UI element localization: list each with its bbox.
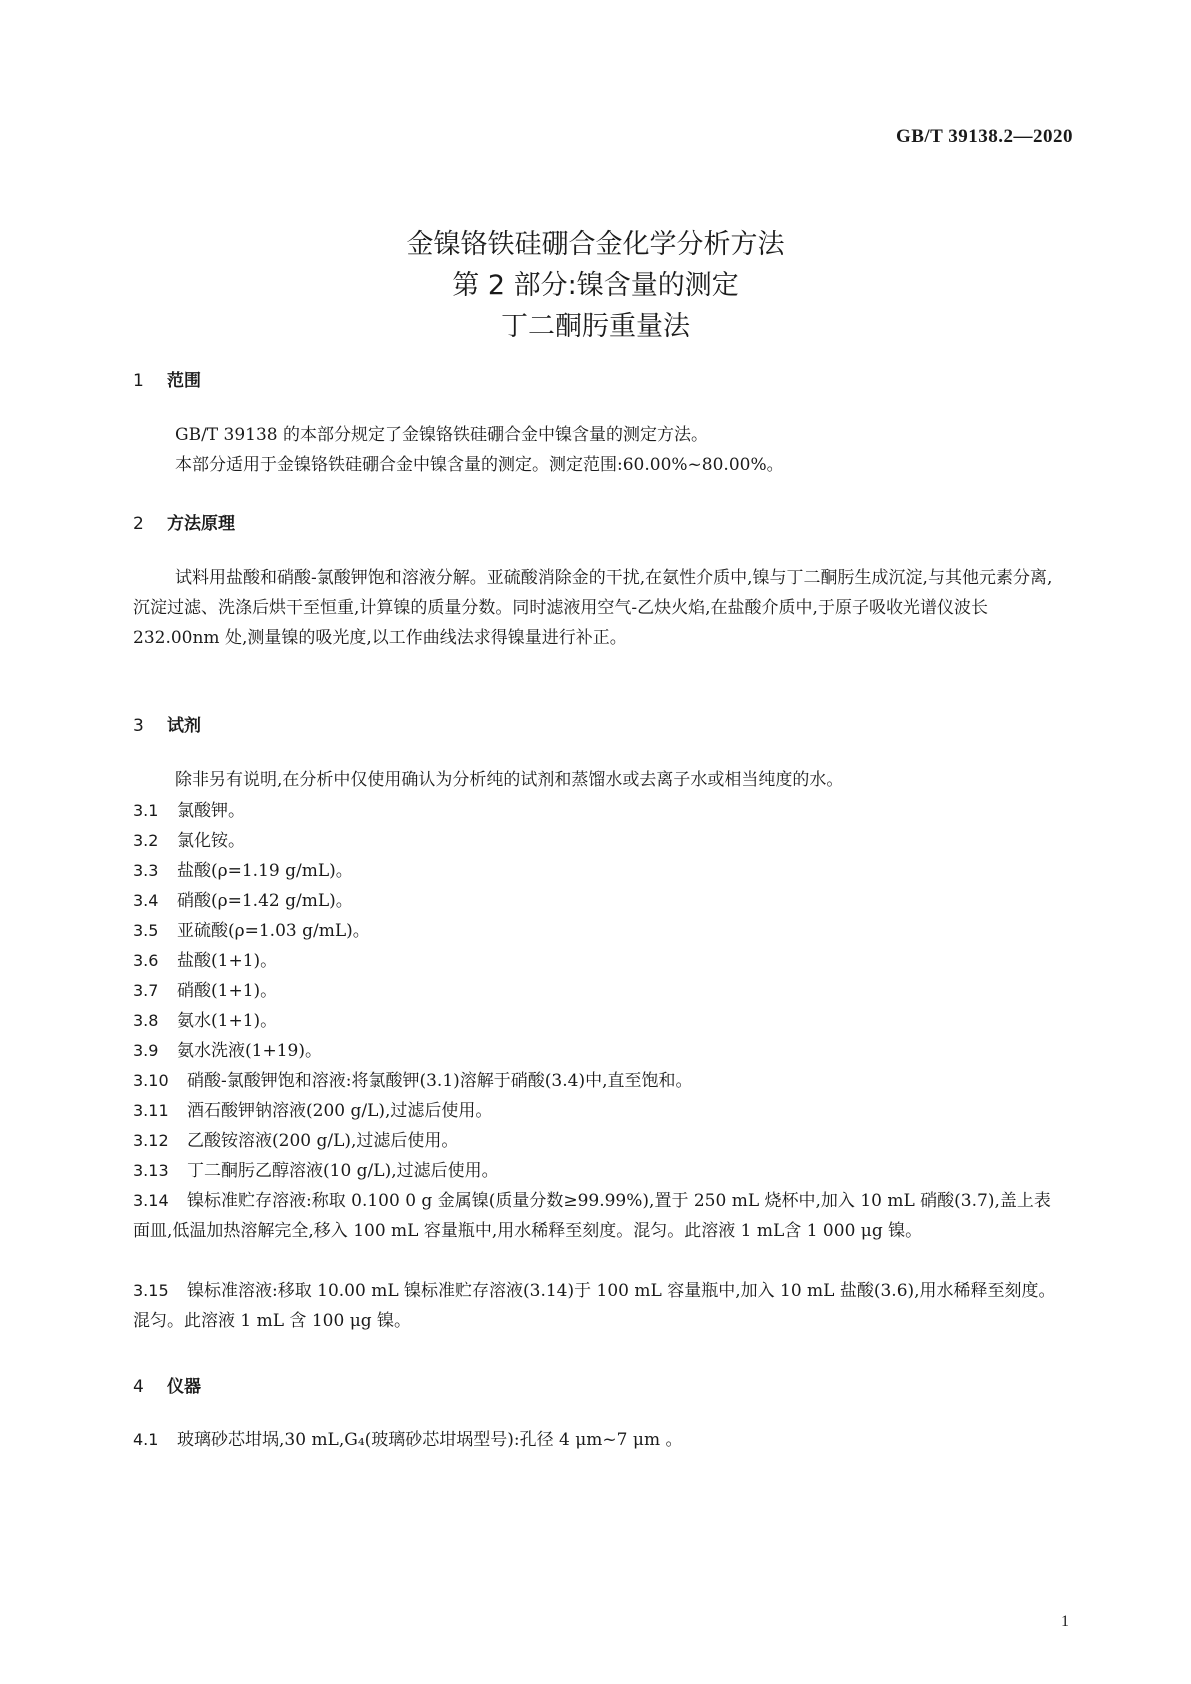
item-text: 硝酸(ρ=1.42 g/mL)。	[177, 891, 353, 911]
item-text: 丁二酮肟乙醇溶液(10 g/L),过滤后使用。	[187, 1161, 499, 1181]
section-1-paragraph-1: GB/T 39138 的本部分规定了金镍铬铁硅硼合金中镍含量的测定方法。	[175, 425, 709, 445]
list-item	[133, 946, 1058, 976]
section-4-heading	[133, 1372, 201, 1397]
item-text: 氯酸钾。	[177, 801, 245, 821]
item-number: 3.9	[133, 1041, 159, 1060]
item-text: 盐酸(1+1)。	[177, 951, 278, 971]
section-number: 3	[133, 716, 144, 736]
item-number: 3.7	[133, 981, 159, 1000]
list-item	[133, 856, 1058, 886]
section-title: 仪器	[167, 1377, 201, 1397]
section-1-paragraph-2: 本部分适用于金镍铬铁硅硼合金中镍含量的测定。测定范围:60.00%~80.00%。	[175, 455, 784, 475]
section-number: 2	[133, 514, 144, 534]
document-title-line-2: 第 2 部分:镍含量的测定	[452, 270, 739, 301]
item-text: 氨水(1+1)。	[177, 1011, 278, 1031]
item-text: 镍标准贮存溶液:称取 0.100 0 g 金属镍(质量分数≥99.99%),置于 250 mL 烧杯中,加入 10 mL 硝酸(3.7),盖上表面皿,低温加热溶解完全,移入 100 mL 容量瓶中,用水稀释至刻度。混匀。此溶液 1 mL含 1 000 μg 镍。	[133, 1191, 1051, 1241]
list-item	[133, 1126, 1058, 1156]
list-item	[133, 916, 1058, 946]
item-number: 3.8	[133, 1011, 159, 1030]
item-number: 3.10	[133, 1071, 169, 1090]
page-number: 1	[1061, 1613, 1069, 1630]
item-number: 3.6	[133, 951, 159, 970]
item-text: 氯化铵。	[177, 831, 245, 851]
item-text: 玻璃砂芯坩埚,30 mL,G₄(玻璃砂芯坩埚型号):孔径 4 μm~7 μm 。	[177, 1430, 683, 1450]
list-item	[133, 1425, 1058, 1455]
item-number: 3.2	[133, 831, 159, 850]
item-number: 3.1	[133, 801, 159, 820]
section-title: 试剂	[167, 716, 201, 736]
item-number: 3.12	[133, 1131, 169, 1150]
list-item	[133, 1096, 1058, 1126]
document-title-line-3: 丁二酮肟重量法	[501, 311, 690, 342]
item-text: 氨水洗液(1+19)。	[177, 1041, 322, 1061]
section-title: 范围	[167, 371, 201, 391]
item-number: 3.4	[133, 891, 159, 910]
item-number: 3.15	[133, 1281, 169, 1300]
item-number: 4.1	[133, 1430, 159, 1449]
item-text: 硝酸-氯酸钾饱和溶液:将氯酸钾(3.1)溶解于硝酸(3.4)中,直至饱和。	[187, 1071, 693, 1091]
list-item	[133, 1006, 1058, 1036]
item-number: 3.3	[133, 861, 159, 880]
item-number: 3.14	[133, 1191, 169, 1210]
list-item	[133, 1276, 1058, 1336]
section-3-heading	[133, 711, 201, 736]
section-number: 1	[133, 371, 144, 391]
item-number: 3.11	[133, 1101, 169, 1120]
item-number: 3.13	[133, 1161, 169, 1180]
section-2-heading	[133, 509, 235, 534]
section-2-paragraph: 试料用盐酸和硝酸-氯酸钾饱和溶液分解。亚硫酸消除金的干扰,在氨性介质中,镍与丁二酮肟生成沉淀,与其他元素分离,沉淀过滤、洗涤后烘干至恒重,计算镍的质量分数。同时滤液用空气-乙炔火焰,在盐酸介质中,于原子吸收光谱仪波长 232.00nm 处,测量镍的吸光度,以工作曲线法求得镍量进行补正。	[133, 568, 1053, 648]
item-text: 酒石酸钾钠溶液(200 g/L),过滤后使用。	[187, 1101, 493, 1121]
list-item	[133, 826, 1058, 856]
item-text: 镍标准溶液:移取 10.00 mL 镍标准贮存溶液(3.14)于 100 mL 容量瓶中,加入 10 mL 盐酸(3.6),用水稀释至刻度。混匀。此溶液 1 mL 含 100 μg 镍。	[133, 1281, 1056, 1331]
item-text: 乙酸铵溶液(200 g/L),过滤后使用。	[187, 1131, 459, 1151]
list-item	[133, 1066, 1058, 1096]
list-item	[133, 1186, 1058, 1246]
item-text: 亚硫酸(ρ=1.03 g/mL)。	[177, 921, 370, 941]
section-3-intro: 除非另有说明,在分析中仅使用确认为分析纯的试剂和蒸馏水或去离子水或相当纯度的水。	[175, 770, 844, 790]
list-item	[133, 796, 1058, 826]
standard-code: GB/T 39138.2—2020	[895, 126, 1073, 147]
list-item	[133, 1156, 1058, 1186]
section-1-heading	[133, 366, 201, 391]
list-item	[133, 976, 1058, 1006]
section-title: 方法原理	[167, 514, 235, 534]
item-text: 盐酸(ρ=1.19 g/mL)。	[177, 861, 353, 881]
item-number: 3.5	[133, 921, 159, 940]
list-item	[133, 1036, 1058, 1066]
section-number: 4	[133, 1377, 144, 1397]
list-item	[133, 886, 1058, 916]
document-title-line-1: 金镍铬铁硅硼合金化学分析方法	[406, 229, 785, 260]
item-text: 硝酸(1+1)。	[177, 981, 278, 1001]
